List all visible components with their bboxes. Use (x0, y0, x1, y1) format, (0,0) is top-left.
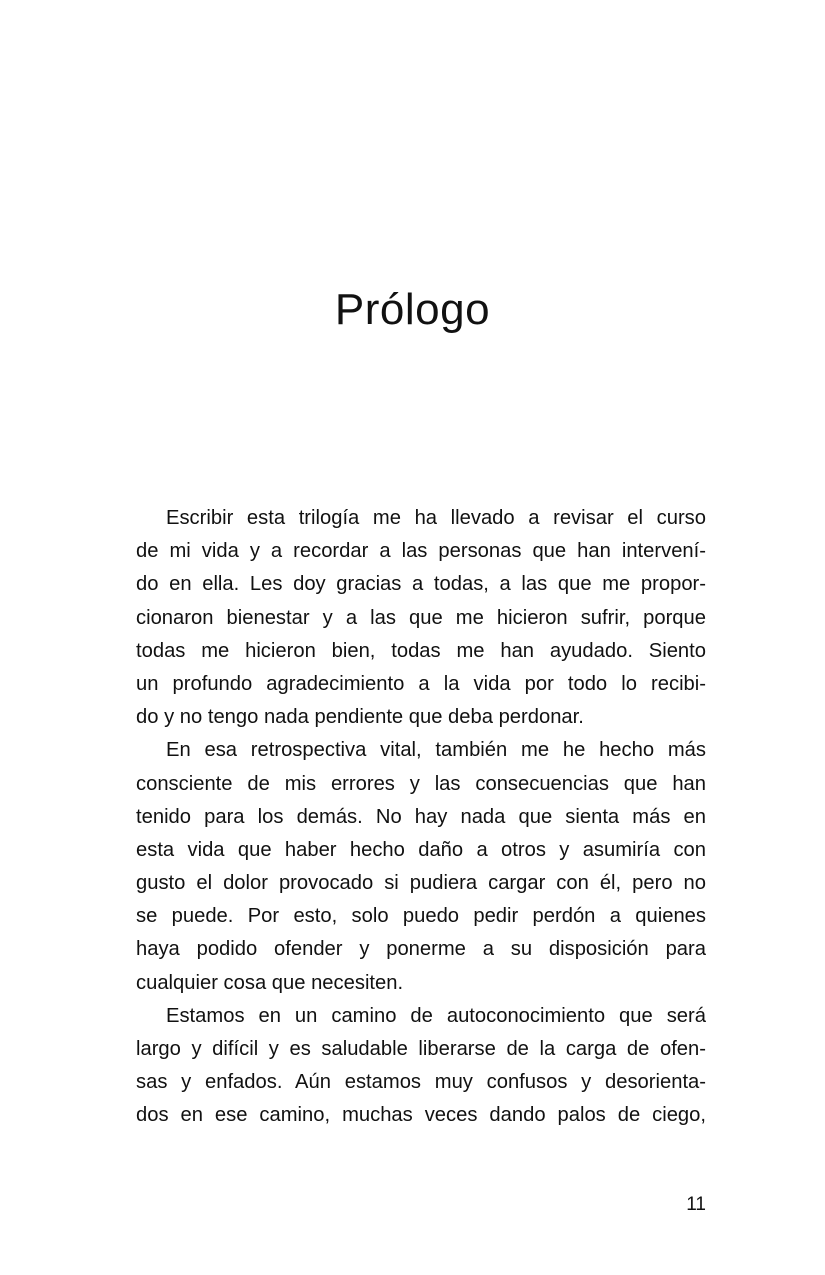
paragraph-2-line-1: En esa retrospectiva vital, también me he hecho más (166, 739, 706, 762)
paragraph-3-line-3: sas y enfados. Aún estamos muy confusos y desorienta- (136, 1071, 706, 1094)
paragraph-2-line-8: cualquier cosa que necesiten. (136, 971, 404, 994)
paragraph-2-line-5: gusto el dolor provocado si pudiera cargar con él, pero no (136, 872, 706, 895)
paragraph-3-line-1: Estamos en un camino de autoconocimiento que será (166, 1004, 706, 1027)
chapter-title: Prólogo (334, 285, 491, 334)
paragraph-1-line-3: do en ella. Les doy gracias a todas, a las que me propor- (136, 573, 706, 596)
paragraph-1-line-7: do y no tengo nada pendiente que deba perdonar. (136, 706, 584, 729)
paragraph-3-line-2: largo y difícil y es saludable liberarse de la carga de ofen- (136, 1038, 706, 1060)
paragraph-3-line-4: dos en ese camino, muchas veces dando palos de ciego, (136, 1104, 706, 1127)
paragraph-1-line-1: Escribir esta trilogía me ha llevado a revisar el curso (166, 507, 706, 529)
paragraph-1-line-2: de mi vida y a recordar a las personas que han intervení- (136, 540, 706, 563)
paragraph-1-line-6: un profundo agradecimiento a la vida por todo lo recibi- (136, 672, 706, 695)
prologue-body (136, 502, 706, 1133)
paragraph-2-line-4: esta vida que haber hecho daño a otros y asumiría con (136, 838, 706, 861)
page-number: 11 (686, 1194, 706, 1215)
paragraph-1-line-5: todas me hicieron bien, todas me han ayudado. Siento (136, 639, 706, 662)
paragraph-2-line-2: consciente de mis errores y las consecuencias que han (136, 772, 706, 795)
paragraph-2-line-3: tenido para los demás. No hay nada que sienta más en (136, 805, 706, 828)
paragraph-2-line-6: se puede. Por esto, solo puedo pedir perdón a quienes (136, 905, 706, 928)
paragraph-2-line-7: haya podido ofender y ponerme a su disposición para (136, 938, 706, 961)
paragraph-1-line-4: cionaron bienestar y a las que me hicieron sufrir, porque (136, 606, 706, 629)
